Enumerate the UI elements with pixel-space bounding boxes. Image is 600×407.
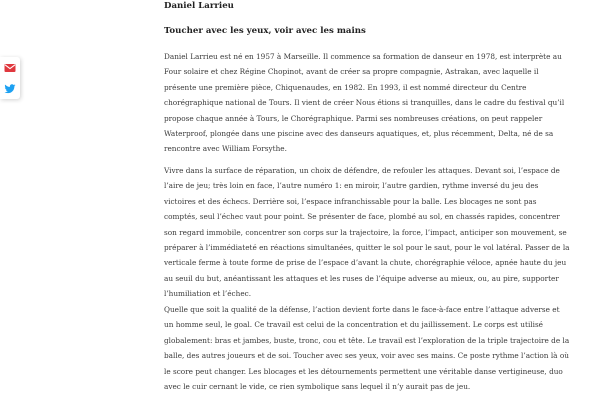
- paragraph-line: au seuil du but, anéantissant les attaques et les ruses de l’équipe adverse au mieux, ou, au pire, supporter: [164, 273, 559, 283]
- section-heading: Toucher avec les yeux, voir avec les mains: [164, 26, 366, 36]
- paragraph-line: rencontre avec William Forsythe.: [164, 144, 287, 154]
- paragraph-2: [164, 163, 584, 302]
- paragraph-line: Waterproof, plongée dans une piscine avec des danseurs aquatiques, et, plus récemment, Delta, né de sa: [164, 129, 554, 139]
- paragraph-line: victoires et des échecs. Derrière soi, l’espace infranchissable pour la balle. Les blocages ne sont pas: [164, 196, 537, 206]
- paragraph-line: l’aire de jeu; très loin en face, l’autre numéro 1: en miroir, l’autre gardien, rythme inversé du jeu des: [164, 181, 539, 191]
- paragraph-line: son regard immobile, concentrer son corps sur la trajectoire, la force, l’impact, anticiper son mouvement, se: [164, 227, 567, 237]
- paragraph-line: globalement: bras et jambes, buste, tronc, cou et tête. Le travail est l’exploration de la triple trajectoire de la: [164, 335, 570, 345]
- paragraph-line: verticale ferme à toute forme de prise de l’espace d’avant la chute, chorégraphie véloce, apnée haute du jeu: [164, 258, 567, 268]
- paragraph-line: l’humiliation et l’échec.: [164, 289, 252, 299]
- paragraph-line: préparer à l’immédiateté en réactions simultanées, quitter le sol pour le saut, pour le vol latéral. Passer de la: [164, 243, 570, 253]
- share-bar: [0, 57, 20, 99]
- paragraph-line: chorégraphique national de Tours. Il vient de créer Nous étions si tranquilles, dans le cadre du festival qu’il: [164, 98, 565, 108]
- paragraph-line: présente une première pièce, Chiquenaudes, en 1982. En 1993, il est nommé directeur du Centre: [164, 82, 527, 92]
- paragraph-line: Quelle que soit la qualité de la défense, l’action devient forte dans le face-à-face entre l’attaque adverse et: [164, 305, 560, 314]
- paragraph-line: le score peut changer. Les blocages et les détournements permettent une véritable danse vertigineuse, duo: [164, 366, 563, 376]
- twitter-icon[interactable]: [4, 83, 16, 95]
- author-name: Daniel Larrieu: [164, 1, 234, 11]
- paragraph-3: [164, 302, 584, 394]
- paragraph-line: un homme seul, le goal. Ce travail est celui de la concentration et du jaillissement. Le corps est utilisé: [164, 320, 544, 330]
- paragraph-line: Daniel Larrieu est né en 1957 à Marseille. Il commence sa formation de danseur en 1978, est interprète au: [164, 52, 562, 61]
- email-icon[interactable]: [4, 62, 16, 74]
- paragraph-line: Four solaire et chez Régine Chopinot, avant de créer sa propre compagnie, Astrakan, avec laquelle il: [164, 67, 539, 77]
- paragraph-1: [164, 49, 584, 157]
- paragraph-line: comptés, seul l’échec vaut pour point. Se présenter de face, plombé au sol, en chassés rapides, concentrer: [164, 212, 560, 222]
- paragraph-line: Vivre dans la surface de réparation, un choix de défendre, de refouler les attaques. Devant soi, l’espace de: [164, 166, 560, 175]
- paragraph-line: avec le cuir cernant le vide, ce rien symbolique sans lequel il n’y aurait pas de jeu.: [164, 382, 471, 392]
- paragraph-line: propose chaque année à Tours, le Chorégraphique. Parmi ses nombreuses créations, on peut rappeler: [164, 113, 543, 123]
- paragraph-line: balle, des autres joueurs et de soi. Toucher avec ses yeux, voir avec ses mains. Ce poste rythme l’action là où: [164, 351, 569, 361]
